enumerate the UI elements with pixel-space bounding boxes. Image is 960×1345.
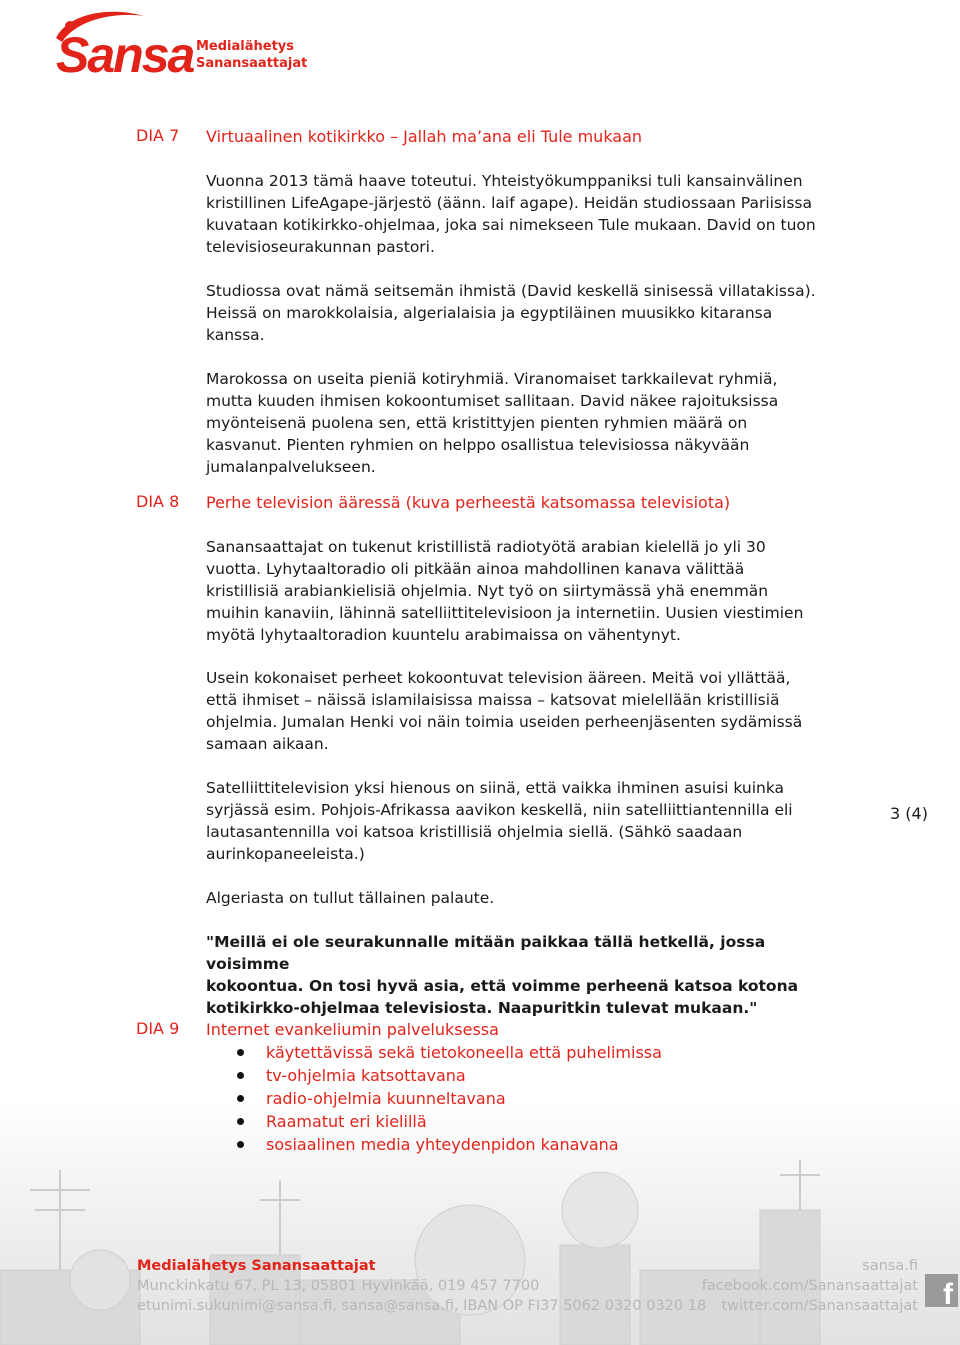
text-line: Marokossa on useita pieniä kotiryhmiä. Viranomaiset tarkkailevat ryhmiä, [206,370,778,388]
text-line: samaan aikaan. [206,735,329,753]
logo-subtitle [196,38,307,72]
text-line: Studiossa ovat nämä seitsemän ihmistä (David keskellä sinisessä villatakissa). [206,282,816,300]
dia-7-paragraph-1 [206,170,846,258]
page-number: 3 (4) [890,804,928,823]
text-line: myötä lyhytaaltoradion kuuntelu arabimaissa on vähentynyt. [206,626,681,644]
text-line: kristillisiä arabiankielisiä ohjelmia. Nyt työ on siirtymässä yhä enemmän [206,582,769,600]
footer-address: Munckinkatu 67, PL 13, 05801 Hyvinkää, 019 457 7700 [137,1278,540,1294]
text-line: kasvanut. Pienten ryhmien on helppo osallistua televisiossa näkyvään [206,436,750,454]
text-line: kanssa. [206,326,265,344]
dia-9-title: Internet evankeliumin palveluksessa [206,1020,499,1039]
text-line: muihin kanaviin, lähinnä satelliittitelevisioon ja internetiin. Uusien viestimien [206,604,804,622]
list-item: Raamatut eri kielillä [206,1110,662,1133]
list-item: tv-ohjelmia katsottavana [206,1064,662,1087]
facebook-icon[interactable] [925,1274,958,1311]
text-line: syrjässä esim. Pohjois-Afrikassa aavikon keskellä, niin satelliittiantennilla eli [206,801,793,819]
text-line: Heissä on marokkolaisia, algerialaisia ja egyptiläinen muusikko kitaransa [206,304,773,322]
dia-7-paragraph-3 [206,368,846,478]
text-line: myönteisenä puolena sen, että kristittyjen pienten ryhmien määrä on [206,414,748,432]
footer-links [700,1256,918,1316]
dia-7-title: Virtuaalinen kotikirkko – Jallah ma’ana eli Tule mukaan [206,127,643,146]
text-line: Satelliittitelevision yksi hienous on siinä, että vaikka ihminen asuisi kuinka [206,779,785,797]
footer-website-link[interactable]: sansa.fi [862,1258,918,1274]
text-line: aurinkopaneeleista.) [206,845,365,863]
logo-wordmark: Sansa [56,27,194,83]
dia-8-paragraph-1 [206,536,846,646]
quote-line: "Meillä ei ole seurakunnalle mitään paikkaa tällä hetkellä, jossa voisimme [206,933,766,973]
footer-org-name: Medialähetys Sanansaattajat [137,1258,376,1274]
dia-7-paragraph-2 [206,280,846,346]
footer-contact [137,1256,706,1316]
dia-9-label: DIA 9 [136,1019,180,1038]
footer-email-iban: etunimi.sukunimi@sansa.fi, sansa@sansa.fi, IBAN OP FI37 5062 0320 0320 18 [137,1298,707,1314]
quote-line: kotikirkko-ohjelmaa televisiosta. Naapuritkin tulevat mukaan." [206,999,758,1017]
text-line: lautasantennilla voi katsoa kristillisiä ohjelmia siellä. (Sähkö saadaan [206,823,743,841]
dia-8-quote [206,931,846,1019]
text-line: ohjelmia. Jumalan Henki voi näin toimia useiden perheenjäsenten sydämissä [206,713,803,731]
text-line: televisioseurakunnan pastori. [206,238,435,256]
dia-8-title: Perhe television ääressä (kuva perheestä katsomassa televisiota) [206,493,731,512]
text-line: Sanansaattajat on tukenut kristillistä radiotyötä arabian kielellä jo yli 30 [206,538,766,556]
text-line: kuvataan kotikirkko-ohjelmaa, joka sai nimekseen Tule mukaan. David on tuon [206,216,816,234]
logo-sub-line-1: Medialähetys [196,39,295,54]
text-line: mutta kuuden ihmisen kokoontumiset sallitaan. David näkee rajoituksissa [206,392,779,410]
footer-twitter-link[interactable]: twitter.com/Sanansaattajat [721,1298,918,1314]
text-line: vuotta. Lyhytaaltoradio oli pitkään ainoa mahdollinen kanava välittää [206,560,745,578]
logo-sub-line-2: Sanansaattajat [196,56,308,71]
dia-8-paragraph-4: Algeriasta on tullut tällainen palaute. [206,889,495,907]
dia-8-label: DIA 8 [136,492,180,511]
facebook-glyph: f [943,1278,953,1311]
list-item: sosiaalinen media yhteydenpidon kanavana [206,1133,662,1156]
text-line: Usein kokonaiset perheet kokoontuvat television ääreen. Meitä voi yllättää, [206,669,791,687]
dia-8-paragraph-2 [206,667,846,755]
text-line: jumalanpalvelukseen. [206,458,376,476]
list-item: käytettävissä sekä tietokoneella että puhelimissa [206,1041,662,1064]
dia-7-label: DIA 7 [136,126,180,145]
quote-line: kokoontua. On tosi hyvä asia, että voimme perheenä katsoa kotona [206,977,799,995]
footer-facebook-link[interactable]: facebook.com/Sanansaattajat [701,1278,918,1294]
dia-9-bullet-list [206,1041,662,1156]
text-line: kristillinen LifeAgape-järjestö (äänn. laif agape). Heidän studiossaan Pariisissa [206,194,812,212]
sansa-logo [48,8,308,86]
text-line: että ihmiset – näissä islamilaisissa maissa – katsovat mielellään kristillisiä [206,691,780,709]
dia-8-paragraph-3 [206,777,846,865]
text-line: Vuonna 2013 tämä haave toteutui. Yhteistyökumppaniksi tuli kansainvälinen [206,172,803,190]
list-item: radio-ohjelmia kuunneltavana [206,1087,662,1110]
